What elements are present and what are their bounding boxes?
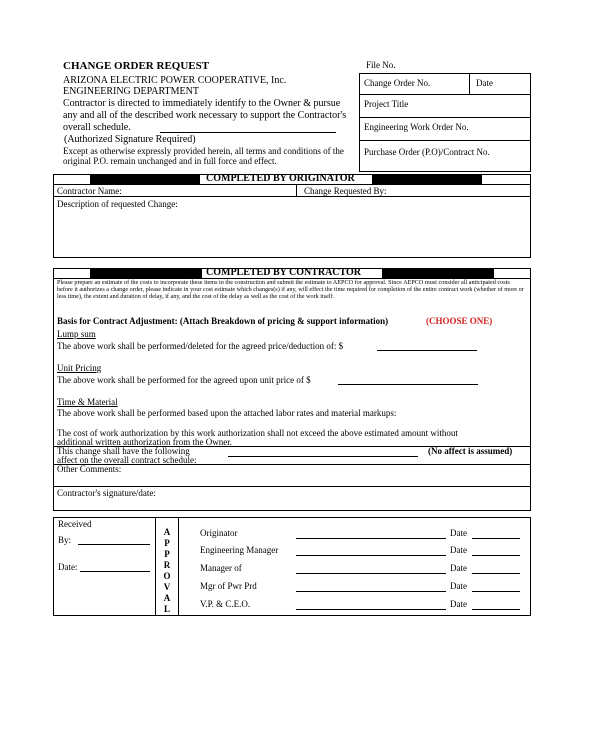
- received-date-label: Date:: [58, 562, 78, 572]
- section-bar-right: [382, 268, 494, 278]
- received-date-input[interactable]: [80, 571, 150, 572]
- approval-vertical-label: A P P R O V A L: [163, 527, 171, 614]
- schedule-affect-input[interactable]: [228, 456, 418, 457]
- approval-signature-input[interactable]: [296, 609, 446, 610]
- file-no-label: File No.: [366, 60, 396, 70]
- fine-print: Please prepare an estimate of the costs to incorporate these items in the construction and submit the estimate to AEPCO for approval. Since AEPCO must consider all anticipated costs before it authorizes a change order, please indicate in your cost estimate which changes(s) if any, will effect the time required for completion of the entire contract work (whether of more or less time), the extent and duration of delay, if any, and the cost of the delay as well as the cost of the work itself.: [57, 279, 524, 300]
- department-name: ENGINEERING DEPARTMENT: [63, 86, 199, 97]
- intro-line-2: any and all of the described work necessary to support the Contractor's: [63, 110, 347, 121]
- divider: [53, 464, 531, 465]
- time-material-option[interactable]: Time & Material: [57, 397, 118, 407]
- no-affect-label: (No affect is assumed): [428, 446, 513, 456]
- lump-sum-amount-input[interactable]: [377, 350, 477, 351]
- approval-date-label: Date: [450, 581, 467, 591]
- received-by-label: By:: [58, 535, 72, 545]
- approval-signature-input[interactable]: [296, 573, 446, 574]
- approval-date-input[interactable]: [472, 609, 520, 610]
- contractor-signature-field[interactable]: Contractor's signature/date:: [57, 488, 156, 498]
- change-requested-by-field[interactable]: Change Requested By:: [304, 186, 387, 196]
- time-material-text: The above work shall be performed based upon the attached labor rates and material markups:: [57, 408, 397, 418]
- basis-label: Basis for Contract Adjustment: (Attach Breakdown of pricing & support information): [57, 316, 389, 326]
- approval-date-input[interactable]: [472, 591, 520, 592]
- approval-signature-input[interactable]: [296, 555, 446, 556]
- lump-sum-text: The above work shall be performed/deleted for the agreed price/deduction of: $: [57, 341, 344, 351]
- contractor-section: [53, 268, 531, 511]
- divider: [359, 117, 531, 118]
- divider: [155, 517, 156, 616]
- divider: [178, 517, 179, 616]
- section-bar-right: [372, 174, 482, 184]
- approval-role: Originator: [200, 528, 238, 538]
- unit-pricing-option[interactable]: Unit Pricing: [57, 363, 102, 373]
- approval-role: Mgr of Pwr Prd: [200, 581, 257, 591]
- date-field[interactable]: Date: [476, 78, 493, 88]
- other-comments-field[interactable]: Other Comments:: [57, 464, 122, 474]
- page-title: CHANGE ORDER REQUEST: [63, 60, 210, 72]
- lump-sum-option[interactable]: Lump sum: [57, 329, 96, 339]
- company-name: ARIZONA ELECTRIC POWER COOPERATIVE, Inc.: [63, 75, 287, 86]
- description-field[interactable]: Description of requested Change:: [57, 199, 178, 209]
- divider: [53, 196, 531, 197]
- contractor-section-title: COMPLETED BY CONTRACTOR: [206, 267, 362, 278]
- purchase-order-field[interactable]: Purchase Order (P.O)/Contract No.: [364, 147, 490, 157]
- intro-line-3: overall schedule.: [63, 122, 131, 133]
- divider: [359, 94, 531, 95]
- approval-date-input[interactable]: [472, 555, 520, 556]
- authorized-signature-line[interactable]: [160, 132, 336, 133]
- approval-role: Engineering Manager: [200, 545, 279, 555]
- approval-date-label: Date: [450, 599, 467, 609]
- except-line-1: Except as otherwise expressly provided herein, all terms and conditions of the: [63, 146, 344, 156]
- cost-line-1: The cost of work authorization by this work authorization shall not exceed the above estimated amount without: [57, 428, 458, 438]
- contractor-name-field[interactable]: Contractor Name:: [57, 186, 122, 196]
- originator-section: [53, 174, 531, 258]
- authorized-signature-label: (Authorized Signature Required): [64, 134, 196, 145]
- except-line-2: original P.O. remain unchanged and in full force and effect.: [63, 156, 277, 166]
- received-label: Received: [58, 519, 92, 529]
- approval-date-input[interactable]: [472, 538, 520, 539]
- divider: [359, 140, 531, 141]
- project-title-field[interactable]: Project Title: [364, 99, 409, 109]
- schedule-line-2: affect on the overall contract schedule:: [57, 455, 197, 465]
- intro-line-1: Contractor is directed to immediately identify to the Owner & pursue: [63, 98, 341, 109]
- unit-price-input[interactable]: [338, 384, 478, 385]
- unit-pricing-text: The above work shall be performed for the agreed upon unit price of $: [57, 375, 311, 385]
- received-by-input[interactable]: [78, 544, 150, 545]
- choose-one-label: (CHOOSE ONE): [426, 316, 493, 326]
- approval-role: Manager of: [200, 563, 242, 573]
- change-order-no-field[interactable]: Change Order No.: [364, 78, 431, 88]
- divider: [296, 184, 297, 196]
- approval-date-input[interactable]: [472, 573, 520, 574]
- engineering-work-order-field[interactable]: Engineering Work Order No.: [364, 122, 469, 132]
- approval-role: V.P. & C.E.O.: [200, 599, 251, 609]
- originator-section-title: COMPLETED BY ORIGINATOR: [206, 173, 355, 184]
- divider: [469, 73, 470, 94]
- schedule-line-1: This change shall have the following: [57, 446, 190, 456]
- section-bar-left: [90, 174, 200, 184]
- approval-date-label: Date: [450, 545, 467, 555]
- approval-signature-input[interactable]: [296, 538, 446, 539]
- approval-signature-input[interactable]: [296, 591, 446, 592]
- divider: [53, 486, 531, 487]
- divider: [53, 184, 531, 185]
- section-bar-left: [90, 268, 202, 278]
- approval-date-label: Date: [450, 528, 467, 538]
- approval-date-label: Date: [450, 563, 467, 573]
- cost-line-2: additional written authorization from the Owner.: [57, 437, 232, 447]
